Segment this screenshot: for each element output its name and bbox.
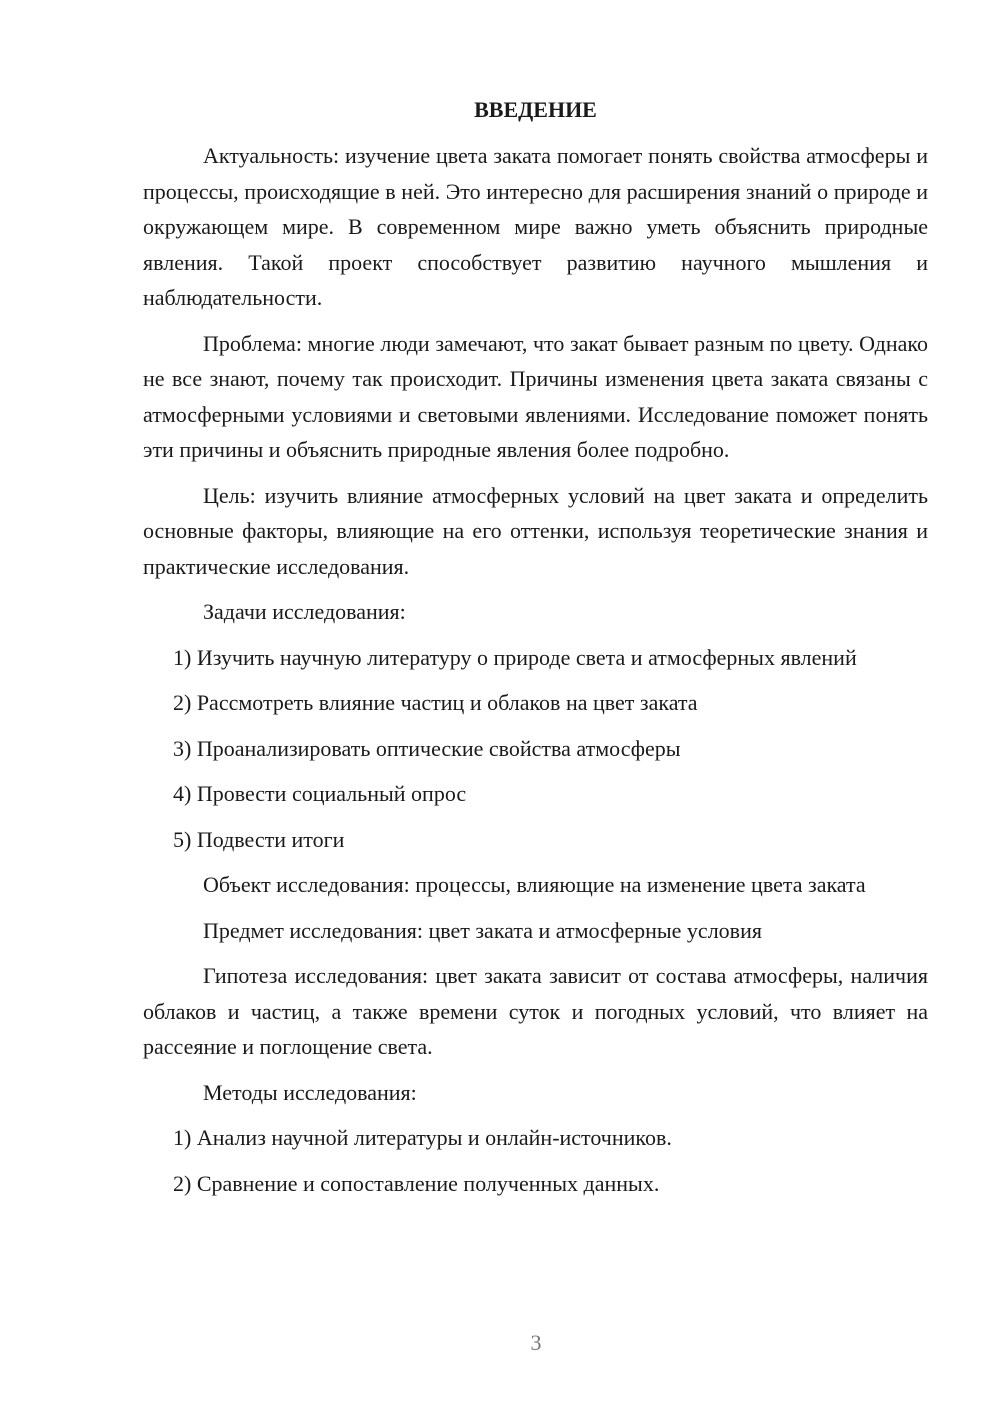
method-item: 2) Сравнение и сопоставление полученных данных. — [173, 1170, 660, 1196]
task-item: 3) Проанализировать оптические свойства атмосферы — [173, 735, 681, 761]
method-item: 1) Анализ научной литературы и онлайн-источников. — [173, 1125, 672, 1150]
object-paragraph: Объект исследования: процессы, влияющие на изменение цвета заката — [203, 872, 866, 897]
section-title: ВВЕДЕНИЕ — [474, 97, 597, 122]
task-item: 4) Провести социальный опрос — [173, 781, 467, 806]
task-item: 5) Подвести итоги — [173, 826, 345, 852]
problem-paragraph: Проблема: многие люди замечают, что закат бывает разным по цвету. Однако не все знают, почему так происходит. Причины изменения цвета заката связаны с атмосферными условиями и световыми явлениями. Исследование поможет понять эти причины и объяснить природные явления более подробно. — [143, 330, 928, 462]
page-number: 3 — [530, 1330, 542, 1355]
task-item: 2) Рассмотреть влияние частиц и облаков на цвет заката — [173, 690, 698, 715]
relevance-paragraph: Актуальность: изучение цвета заката помогает понять свойства атмосферы и процессы, происходящие в ней. Это интересно для расширения знаний о природе и окружающем мире. В современном мире важно уметь объяснить природные явления. Такой проект способствует развитию научного мышления и наблюдательности. — [143, 143, 928, 310]
goal-paragraph: Цель: изучить влияние атмосферных условий на цвет заката и определить основные факторы, влияющие на его оттенки, используя теоретические знания и практические исследования. — [143, 482, 928, 579]
hypothesis-paragraph: Гипотеза исследования: цвет заката зависит от состава атмосферы, наличия облаков и частиц, а также времени суток и погодных условий, что влияет на рассеяние и поглощение света. — [143, 963, 928, 1059]
methods-heading: Методы исследования: — [203, 1079, 417, 1105]
subject-paragraph: Предмет исследования: цвет заката и атмосферные условия — [203, 917, 762, 943]
task-item: 1) Изучить научную литературу о природе света и атмосферных явлений — [173, 644, 857, 670]
document-page — [143, 92, 928, 1211]
tasks-heading: Задачи исследования: — [203, 599, 406, 624]
